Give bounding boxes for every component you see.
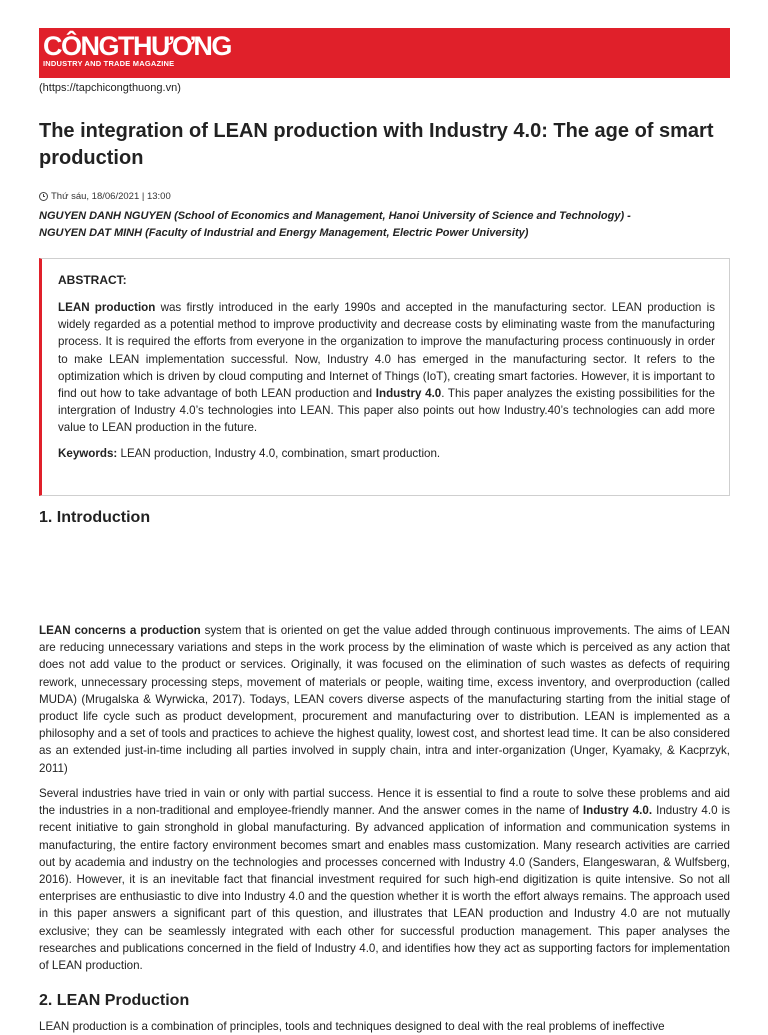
article-authors <box>39 208 739 242</box>
article-title: The integration of LEAN production with Industry 4.0: The age of smart production <box>39 120 714 169</box>
paragraph-inline-bold: Industry 4.0. <box>582 804 653 818</box>
keywords-label: Keywords: <box>58 446 118 460</box>
paragraph-lead-bold: LEAN concerns a production <box>39 624 201 637</box>
brand-tagline: INDUSTRY AND TRADE MAGAZINE <box>43 59 175 68</box>
paragraph-text: LEAN production is a combination of principles, tools and techniques designed to deal with the real problems of ineffective <box>39 1020 665 1033</box>
paragraph <box>39 622 730 777</box>
keywords <box>58 445 715 462</box>
section-heading-introduction: 1. Introduction <box>39 509 151 526</box>
abstract-text-part: . This paper analyzes the existing possibilities for the intergration of Industry 4.0’s technologies into LEAN. This paper also points out how Industry.40’s technologies can add more value to LEAN production in the future. <box>58 387 715 435</box>
publish-date: Thứ sáu, 18/06/2021 | 13:00 <box>51 191 171 202</box>
abstract-mid-bold: Industry 4.0 <box>375 387 442 401</box>
clock-icon <box>39 192 48 201</box>
author-line: NGUYEN DAT MINH (Faculty of Industrial and Energy Management, Electric Power University) <box>39 227 529 239</box>
abstract-lead-bold: LEAN production <box>58 301 156 314</box>
author-line: NGUYEN DANH NGUYEN (School of Economics and Management, Hanoi University of Science and Technology) - <box>39 210 631 222</box>
abstract-text-part: was firstly introduced in the early 1990s and accepted in the manufacturing sector. LEAN production is widely regarded as a potential method to improve productivity and decrease costs by eliminating waste from the manufacturing process. It is required the efforts from everyone in the organization to improve the manufacturing process continuously in order to make LEAN implementation successful. Now, Industry 4.0 has emerged in the manufacturing sector. It refers to the optimization which is driven by cloud computing and Internet of Things (IoT), creating smart factories. However, it is important to find out how to take advantage of both LEAN production and <box>58 301 715 401</box>
keywords-list: LEAN production, Industry 4.0, combination, smart production. <box>117 446 441 460</box>
section-heading-lean-production: 2. LEAN Production <box>39 992 190 1009</box>
source-url[interactable]: (https://tapchicongthuong.vn) <box>39 82 181 94</box>
abstract-text <box>58 299 715 437</box>
paragraph-text: system that is oriented on get the value added through continuous improvements. The aims of LEAN are reducing unnecessary variations and steps in the work process by the elimination of waste which is perceived as any action that does not add value to the product or services. Originally, it was focused on the elimination of such wastes as defects of requiring rework, unnecessary processing steps, movement of materials or people, waiting time, excess inventory, and overproduction (called MUDA) (Mrugalska & Wyrwicka, 2017). Todays, LEAN covers diverse aspects of the manufacturing starting from the initial stage of product life cycle such as product development, procurement and manufacturing over to distribution. LEAN is implemented as a philosophy and a set of tools and practices to achieve the highest quality, lowest cost, and shortest lead time. It can be also considered as an extended just-in-time including all parties involved in supply chain, intra and inter-organization (Unger, Kyamaky, & Kacprzyk, 2011) <box>39 624 731 775</box>
abstract-heading: ABSTRACT: <box>58 273 127 287</box>
masthead-banner <box>39 28 730 78</box>
article-meta <box>39 191 171 202</box>
paragraph-cutoff <box>39 1018 730 1033</box>
abstract-box <box>39 258 730 496</box>
paragraph <box>39 785 730 974</box>
paragraph-text: Several industries have tried in vain or only with partial success. Hence it is essential to find a route to solve these problems and aid the industries in a non-traditional and employee-friendly manner. And the answer comes in the name of <box>39 787 730 818</box>
paragraph-text: Industry 4.0 is recent initiative to gain stronghold in global manufacturing. By advanced application of information and communication systems in manufacturing, the entire factory environment becomes smart and enables mass customization. Many research activities are carried out by academia and industry on the technologies and processes concerned with Industry 4.0 (Sanders, Elangeswaran, & Wulfsberg, 2016). However, it is an inevitable fact that financial investment required for such high-end digitization is quite intensive. So not all enterprises are enthusiastic to dive into Industry 4.0 and the question whether it is worth the effort always remains. The approach used in this paper answers a significant part of this question, and illustrates that LEAN production and Industry 4.0 are not mutually exclusive; they can be seamlessly integrated with each other for successful production management. This paper analyses the researches and publications concerned in the field of Industry 4.0, and identifies how they act as supporting factors for implementation of LEAN production. <box>39 804 730 973</box>
brand-logo[interactable] <box>43 31 231 68</box>
brand-name: CÔNGTHƯƠNG <box>43 31 231 61</box>
